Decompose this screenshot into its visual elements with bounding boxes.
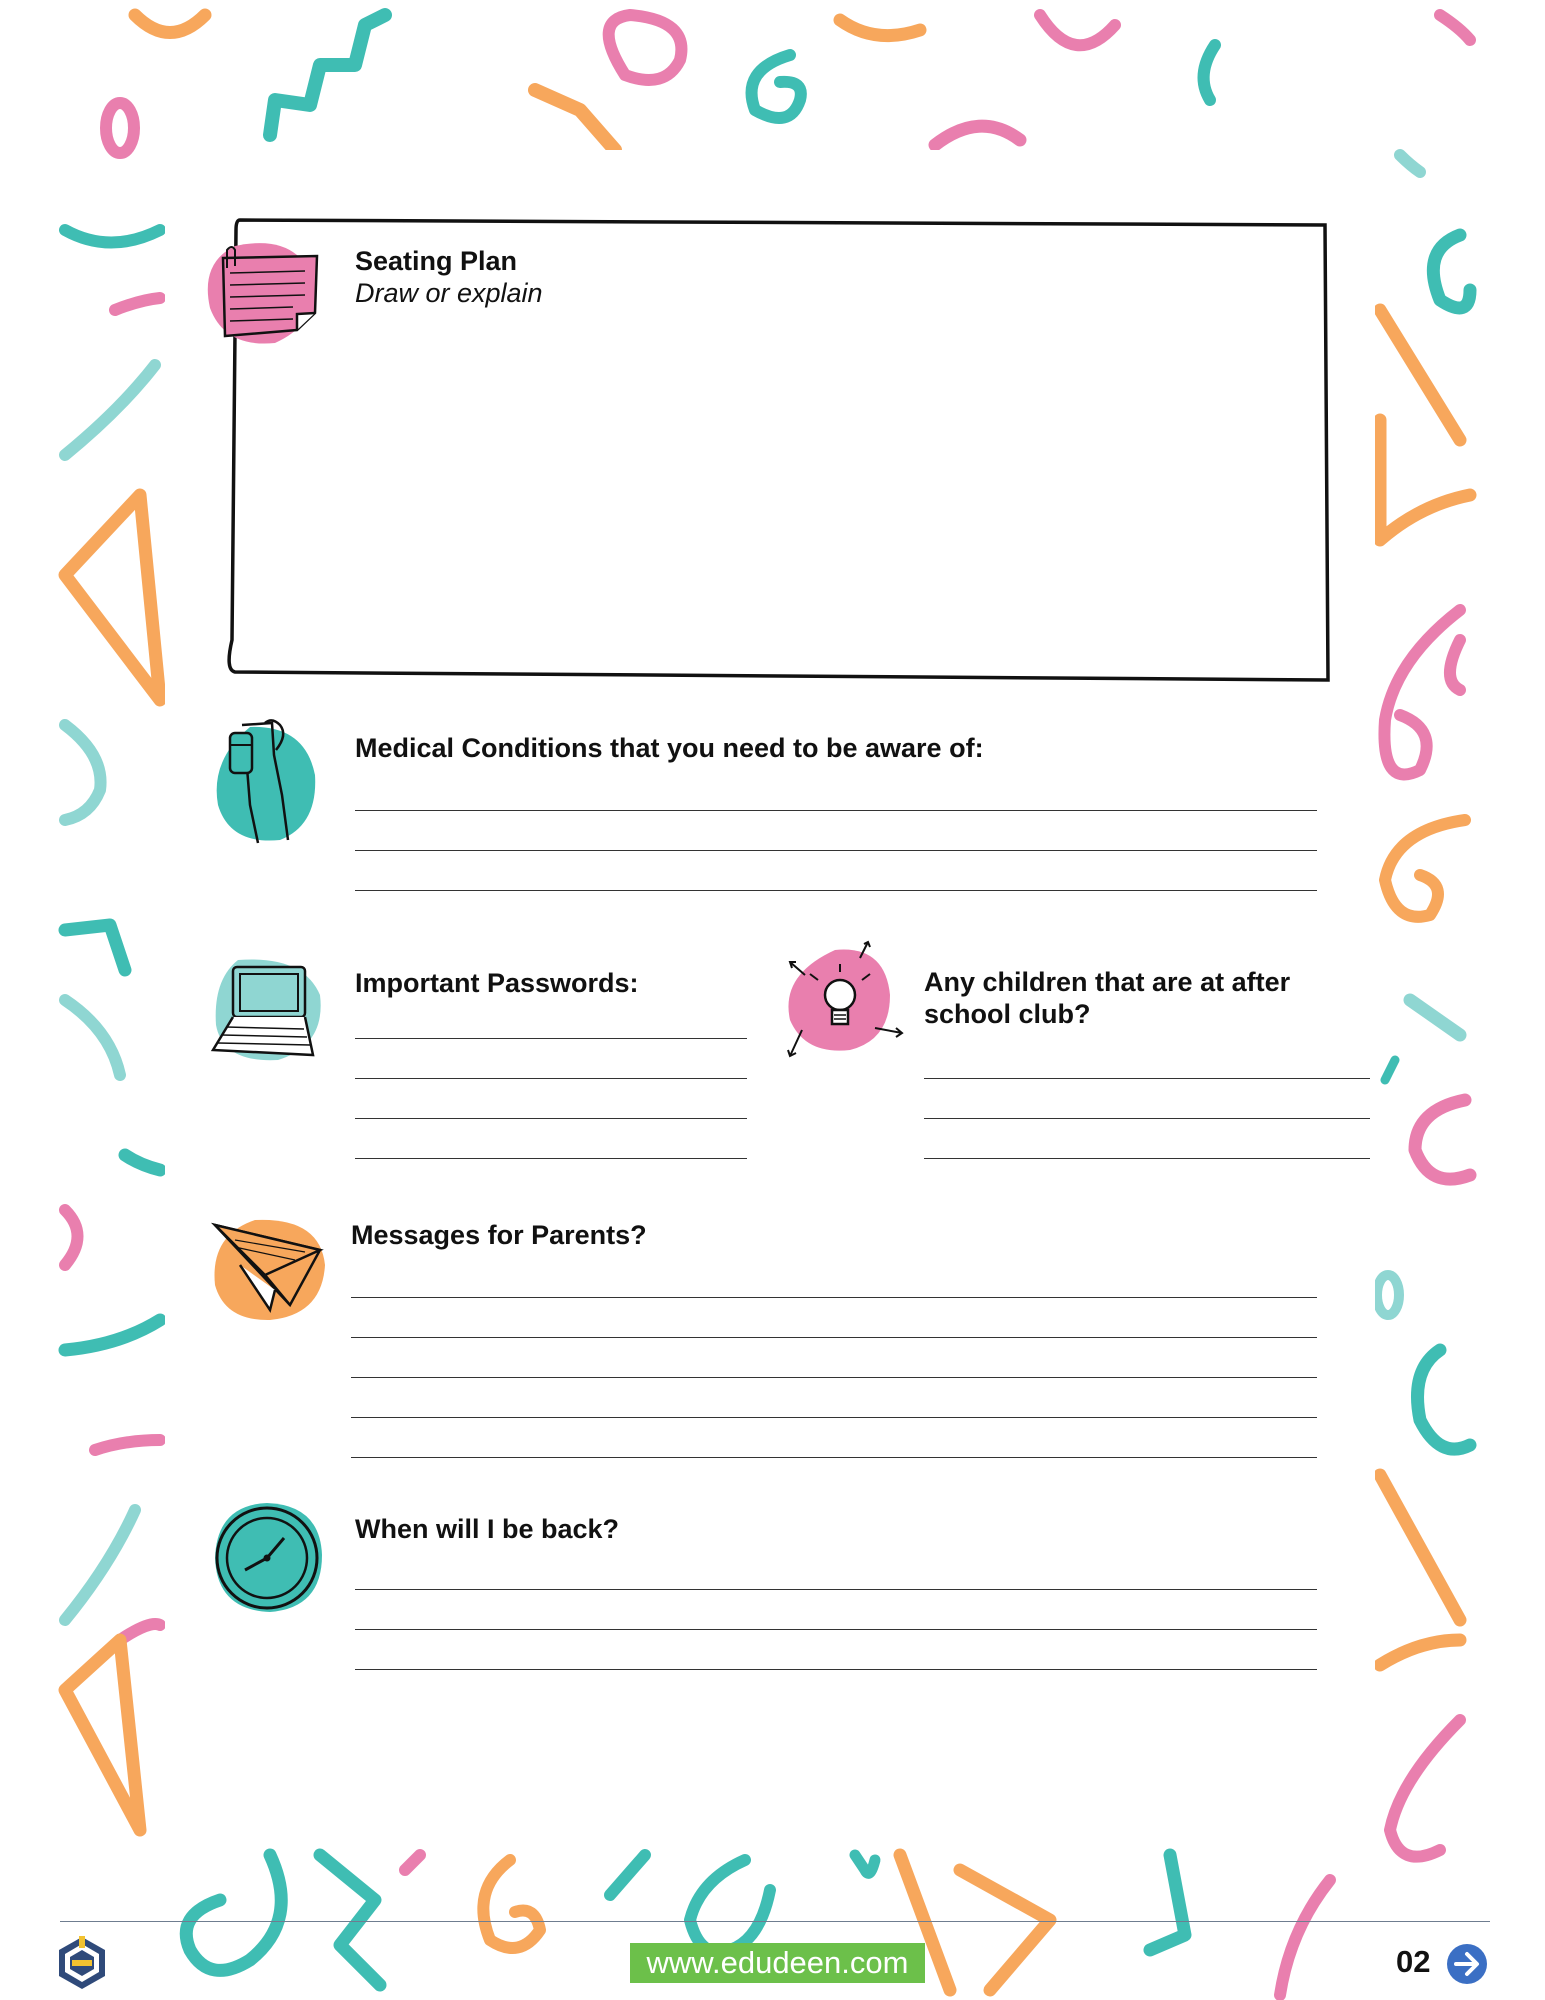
medical-conditions-answer-line[interactable] — [355, 810, 1317, 811]
lightbulb-icon — [780, 940, 910, 1065]
seating-plan-subtitle: Draw or explain — [355, 278, 543, 308]
sticky-note-icon — [205, 238, 320, 348]
medical-conditions-answer-line[interactable] — [355, 890, 1317, 891]
seating-plan-title: Seating Plan — [355, 246, 518, 276]
messages-answer-line[interactable] — [351, 1417, 1317, 1418]
after-school-club-title-line2: school club? — [924, 999, 1091, 1029]
inhaler-icon — [210, 715, 320, 850]
important-passwords-title: Important Passwords: — [355, 968, 639, 998]
footer-divider — [60, 1921, 1490, 1922]
back-answer-line[interactable] — [355, 1629, 1317, 1630]
messages-answer-line[interactable] — [351, 1297, 1317, 1298]
after-school-answer-line[interactable] — [924, 1078, 1370, 1079]
after-school-answer-line[interactable] — [924, 1158, 1370, 1159]
messages-answer-line[interactable] — [351, 1377, 1317, 1378]
back-answer-line[interactable] — [355, 1589, 1317, 1590]
messages-answer-line[interactable] — [351, 1337, 1317, 1338]
after-school-club-title-line1: Any children that are at after — [924, 967, 1291, 997]
passwords-answer-line[interactable] — [355, 1118, 747, 1119]
when-will-i-be-back-title: When will I be back? — [355, 1514, 620, 1544]
clock-icon — [212, 1500, 327, 1615]
messages-answer-line[interactable] — [351, 1457, 1317, 1458]
passwords-answer-line[interactable] — [355, 1038, 747, 1039]
edudeen-logo-icon — [55, 1934, 109, 1992]
back-answer-line[interactable] — [355, 1669, 1317, 1670]
paper-plane-icon — [210, 1215, 330, 1325]
messages-for-parents-title: Messages for Parents? — [351, 1220, 647, 1250]
page-number: 02 — [1396, 1944, 1431, 1979]
passwords-answer-line[interactable] — [355, 1158, 747, 1159]
medical-conditions-title: Medical Conditions that you need to be aware of: — [355, 733, 984, 763]
arrow-right-circle-icon[interactable] — [1446, 1943, 1488, 1985]
medical-conditions-answer-line[interactable] — [355, 850, 1317, 851]
after-school-answer-line[interactable] — [924, 1118, 1370, 1119]
website-url-badge[interactable]: www.edudeen.com — [630, 1943, 925, 1983]
laptop-icon — [208, 955, 328, 1065]
passwords-answer-line[interactable] — [355, 1078, 747, 1079]
